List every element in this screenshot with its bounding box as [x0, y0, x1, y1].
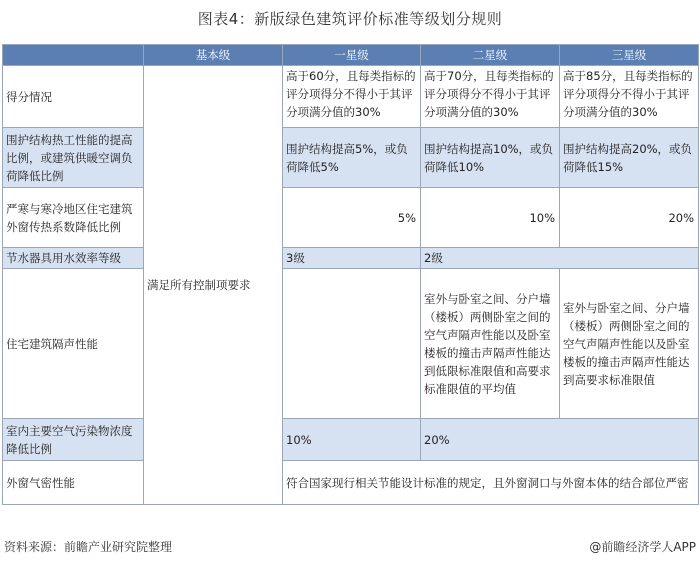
- row-label-acoustic: 住宅建筑隔声性能: [3, 269, 144, 419]
- table-row: [3, 269, 699, 419]
- water-two-three-star: 2级: [421, 248, 699, 269]
- score-one-star: 高于60分，且每类指标的评分项得分不得小于其评分项满分值的30%: [283, 66, 421, 128]
- source-note: 资料来源：前瞻产业研究院整理: [4, 540, 173, 554]
- air-one-star: 10%: [283, 419, 421, 461]
- score-three-star: 高于85分，且每类指标的评分项得分不得小于其评分项满分值的30%: [560, 66, 699, 128]
- window-heat-two-star: 10%: [421, 188, 560, 248]
- header-three-star: 三星级: [560, 45, 699, 66]
- table-row: [3, 188, 699, 248]
- window-heat-one-star: 5%: [283, 188, 421, 248]
- header-row: [3, 45, 699, 66]
- header-one-star: 一星级: [283, 45, 421, 66]
- header-two-star: 二星级: [421, 45, 560, 66]
- basic-level-cell: 满足所有控制项要求: [144, 66, 283, 505]
- air-two-three-star: 20%: [421, 419, 699, 461]
- row-label-air: 室内主要空气污染物浓度降低比例: [3, 419, 144, 461]
- table-row: [3, 128, 699, 188]
- chart-title: 图表4：新版绿色建筑评价标准等级划分规则: [197, 10, 503, 28]
- brand-mark: @前瞻经济学人APP: [589, 540, 696, 554]
- acoustic-three-star: 室外与卧室之间、分户墙（楼板）两侧卧室之间的空气声隔声性能以及卧室楼板的撞击声隔声性能达到高要求标准限值: [560, 269, 699, 419]
- table-row: [3, 461, 699, 505]
- row-label-score: 得分情况: [3, 66, 144, 128]
- envelope-three-star: 围护结构提高20%，或负荷降低15%: [560, 128, 699, 188]
- header-blank: [3, 45, 144, 66]
- header-basic: 基本级: [144, 45, 283, 66]
- water-one-star: 3级: [283, 248, 421, 269]
- row-label-window-heat: 严寒与寒冷地区住宅建筑外窗传热系数降低比例: [3, 188, 144, 248]
- table-row: [3, 419, 699, 461]
- envelope-one-star: 围护结构提高5%，或负荷降低5%: [283, 128, 421, 188]
- table-row: [3, 248, 699, 269]
- acoustic-one-star: [283, 269, 421, 419]
- row-label-envelope: 围护结构热工性能的提高比例，或建筑供暖空调负荷降低比例: [3, 128, 144, 188]
- row-label-water: 节水器具用水效率等级: [3, 248, 144, 269]
- table-row: [3, 66, 699, 128]
- score-two-star: 高于70分，且每类指标的评分项得分不得小于其评分项满分值的30%: [421, 66, 560, 128]
- window-heat-three-star: 20%: [560, 188, 699, 248]
- grading-table: [2, 44, 699, 505]
- airtight-all-stars: 符合国家现行相关节能设计标准的规定，且外窗洞口与外窗本体的结合部位严密: [283, 461, 699, 505]
- row-label-airtight: 外窗气密性能: [3, 461, 144, 505]
- acoustic-two-star: 室外与卧室之间、分户墙（楼板）两侧卧室之间的空气声隔声性能以及卧室楼板的撞击声隔声性能达到低限标准限值和高要求标准限值的平均值: [421, 269, 560, 419]
- envelope-two-star: 围护结构提高10%，或负荷降低10%: [421, 128, 560, 188]
